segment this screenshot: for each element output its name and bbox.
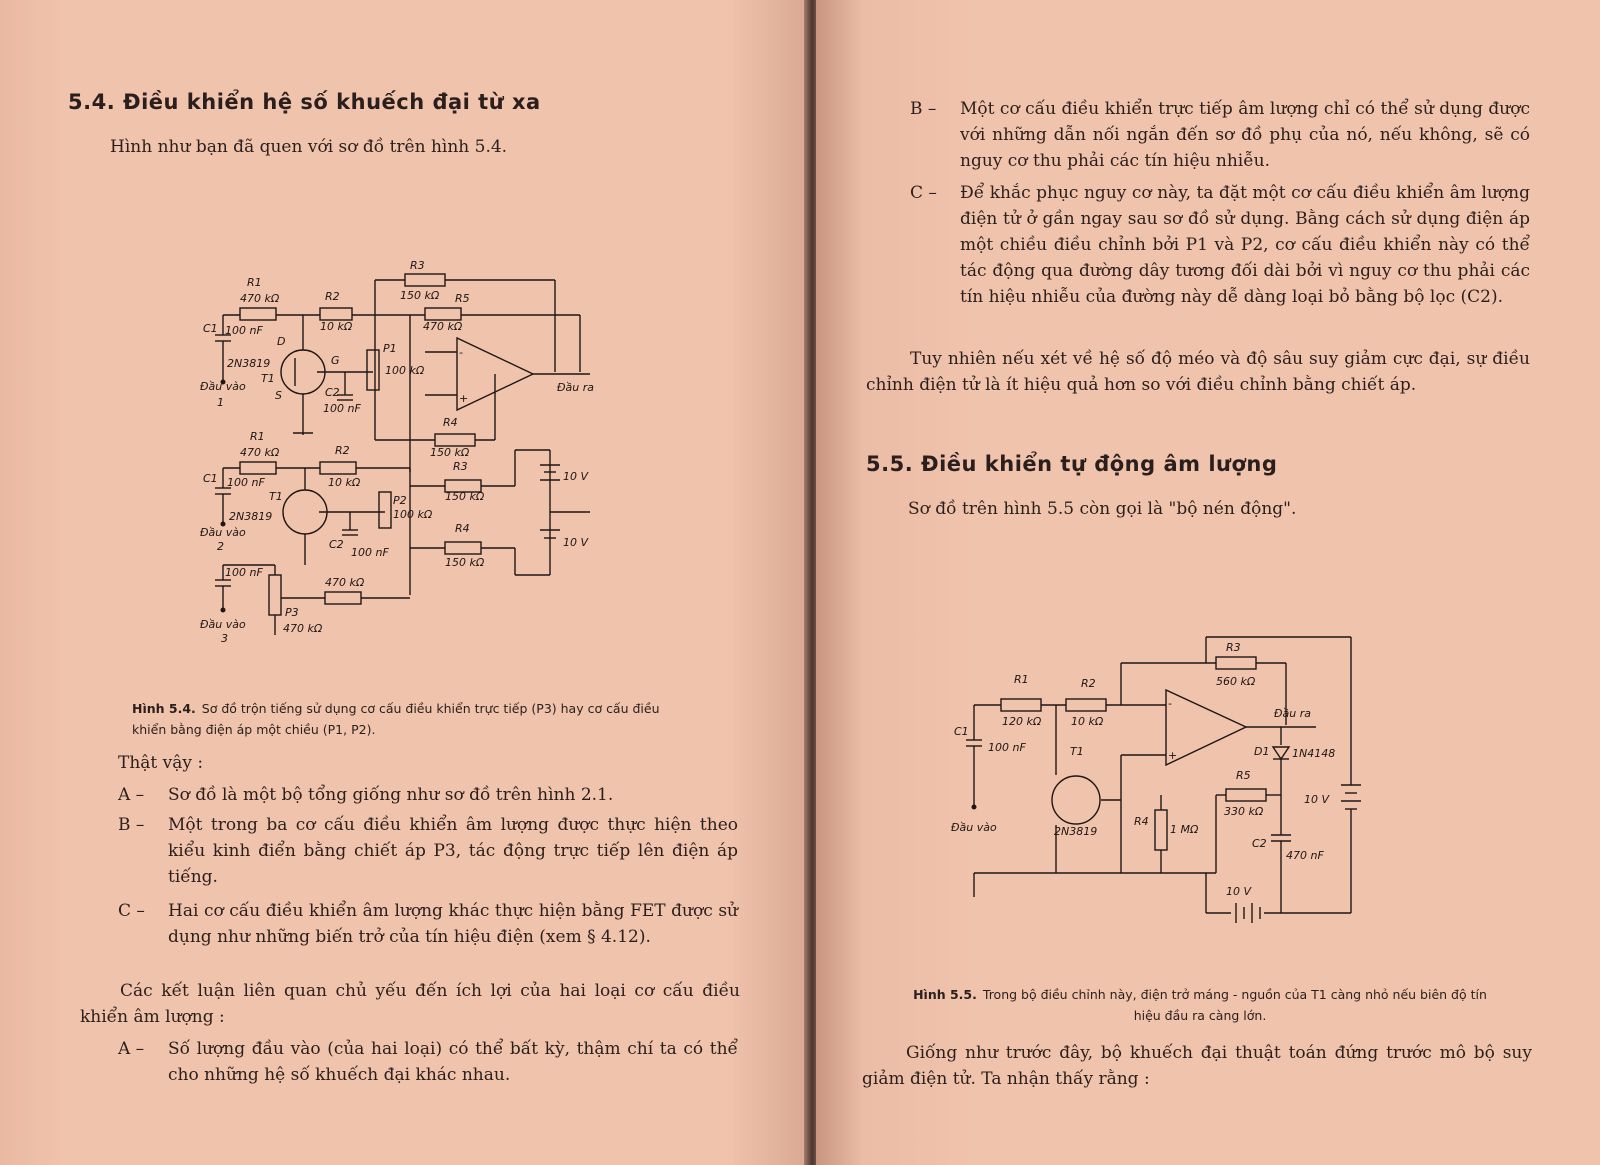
- circuit-label: R5: [1236, 769, 1251, 782]
- circuit-label: R3: [453, 460, 468, 473]
- circuit-label: 100 nF: [323, 402, 361, 415]
- circuit-label: P3: [285, 606, 299, 619]
- right-paragraph-1: Tuy nhiên nếu xét về hệ số độ méo và độ sâu suy giảm cực đại, sự điều chỉnh điện tử là ít hiệu quả hơn so với điều chỉnh bằng chiết áp.: [866, 349, 1530, 395]
- circuit-label: 10 V: [1226, 885, 1252, 898]
- circuit-label: C2: [329, 538, 344, 551]
- circuit-label: C2: [325, 386, 340, 399]
- circuit-label: R3: [410, 259, 425, 272]
- circuit-label: P1: [383, 342, 397, 355]
- circuit-label: R2: [1081, 677, 1096, 690]
- that-vay-label: Thật vậy :: [118, 753, 204, 773]
- circuit-label: 330 kΩ: [1224, 805, 1264, 818]
- circuit-label: 560 kΩ: [1216, 675, 1256, 688]
- circuit-label: 100 nF: [988, 741, 1026, 754]
- circuit-label: 120 kΩ: [1002, 715, 1042, 728]
- circuit-label: D1: [1254, 745, 1270, 758]
- list-item-c-right: C – Để khắc phục nguy cơ này, ta đặt một cơ cấu điều khiển âm lượng điện tử ở gần ngay sau sơ đồ sử dụng. Bằng cách sử dụng điện áp một chiều điều chỉnh bởi P1 và P2, cơ cấu điều khiển này có thể tác động qua đường dây tương đối dài bởi vì nguy cơ thu phải các tín hiệu nhiễu của đường này dễ dàng loại bỏ bằng bộ lọc (C2).: [910, 183, 1530, 307]
- circuit-label: G: [331, 354, 340, 367]
- circuit-label: 3: [221, 632, 228, 645]
- circuit-label: 100 nF: [225, 324, 263, 337]
- circuit-label: C1: [203, 322, 218, 335]
- circuit-label: Đầu vào: [200, 618, 246, 631]
- circuit-label: 10 V: [1304, 793, 1330, 806]
- circuit-label: R4: [443, 416, 458, 429]
- circuit-label: R1: [1014, 673, 1029, 686]
- figure-5-4-circuit: [195, 250, 625, 650]
- intro-paragraph: Hình như bạn đã quen với sơ đồ trên hình 5.4.: [110, 137, 508, 157]
- circuit-label: S: [275, 389, 282, 402]
- right-intro-paragraph: Sơ đồ trên hình 5.5 còn gọi là "bộ nén động".: [908, 499, 1297, 519]
- list-item-b-right: B – Một cơ cấu điều khiển trực tiếp âm lượng chỉ có thể sử dụng được với những dẫn nối ngắn đến sơ đồ phụ của nó, nếu không, sẽ có nguy cơ thu phải các tín hiệu nhiễu.: [910, 99, 1530, 171]
- circuit-label: T1: [261, 372, 275, 385]
- circuit-label: 150 kΩ: [445, 490, 485, 503]
- circuit-label: Đầu vào: [200, 380, 246, 393]
- figure-5-4-caption: Hình 5.4. Sơ đồ trộn tiếng sử dụng cơ cấu điều khiển trực tiếp (P3) hay cơ cấu điều khiển bằng điện áp một chiều (P1, P2).: [132, 701, 660, 737]
- section-heading-5-5: 5.5. Điều khiển tự động âm lượng: [866, 452, 1278, 476]
- list-item-c: C – Hai cơ cấu điều khiển âm lượng khác thực hiện bằng FET được sử dụng như những biến trở của tín hiệu điện (xem § 4.12).: [118, 901, 738, 947]
- circuit-label: -: [459, 346, 463, 359]
- section-heading-5-4: 5.4. Điều khiển hệ số khuếch đại từ xa: [68, 90, 541, 114]
- list-item-a: A – Sơ đồ là một bộ tổng giống như sơ đồ trên hình 2.1.: [118, 785, 614, 805]
- circuit-label: 150 kΩ: [430, 446, 470, 459]
- circuit-label: 10 V: [563, 536, 589, 549]
- circuit-label: 470 kΩ: [240, 446, 280, 459]
- right-paragraph-2: Giống như trước đây, bộ khuếch đại thuật toán đứng trước mô bộ suy giảm điện tử. Ta nhận thấy rằng :: [862, 1043, 1532, 1089]
- fet-t1-symbol: [1052, 776, 1100, 824]
- circuit-label: 1 MΩ: [1170, 823, 1199, 836]
- circuit-label: 10 kΩ: [320, 320, 353, 333]
- circuit-label: +: [459, 392, 469, 405]
- circuit-label: C1: [203, 472, 218, 485]
- circuit-label: 2: [217, 540, 224, 553]
- circuit-label: 470 kΩ: [423, 320, 463, 333]
- circuit-label: 150 kΩ: [400, 289, 440, 302]
- circuit-label: 100 kΩ: [385, 364, 425, 377]
- circuit-label: 470 kΩ: [283, 622, 323, 635]
- circuit-label: +: [1168, 749, 1178, 762]
- circuit-label: 2N3819: [1054, 825, 1098, 838]
- opamp-symbol-5-5: [1166, 690, 1246, 765]
- circuit-label: -: [1168, 697, 1172, 710]
- conclusion-paragraph: Các kết luận liên quan chủ yếu đến ích lợi của hai loại cơ cấu điều khiển âm lượng :: [80, 981, 740, 1027]
- circuit-label: R3: [1226, 641, 1241, 654]
- circuit-label: C2: [1252, 837, 1267, 850]
- figure-5-5-circuit: [946, 635, 1376, 925]
- circuit-label: 470 nF: [1286, 849, 1324, 862]
- circuit-label: R4: [455, 522, 470, 535]
- circuit-label: Đầu ra: [1274, 707, 1311, 720]
- circuit-label: R1: [247, 276, 262, 289]
- list-item-a2: A – Số lượng đầu vào (của hai loại) có thể bất kỳ, thậm chí ta có thể cho những hệ số khuếch đại khác nhau.: [118, 1039, 738, 1085]
- list-item-b: B – Một trong ba cơ cấu điều khiển âm lượng được thực hiện theo kiểu kinh điển bằng chiết áp P3, tác động trực tiếp lên điện áp tiếng.: [118, 815, 738, 887]
- circuit-label: R1: [250, 430, 265, 443]
- circuit-label: 470 kΩ: [325, 576, 365, 589]
- circuit-label: 1: [217, 396, 224, 409]
- circuit-label: T1: [1070, 745, 1084, 758]
- circuit-label: R5: [455, 292, 470, 305]
- circuit-label: R2: [335, 444, 350, 457]
- circuit-label: 10 V: [563, 470, 589, 483]
- circuit-label: D: [277, 335, 286, 348]
- circuit-label: 1N4148: [1292, 747, 1336, 760]
- right-page: [816, 0, 1600, 1165]
- circuit-label: R4: [1134, 815, 1149, 828]
- circuit-label: 100 nF: [225, 566, 263, 579]
- circuit-label: 2N3819: [227, 357, 271, 370]
- circuit-label: R2: [325, 290, 340, 303]
- circuit-label: Đầu ra: [557, 381, 594, 394]
- circuit-label: 150 kΩ: [445, 556, 485, 569]
- circuit-label: 100 kΩ: [393, 508, 433, 521]
- circuit-label: Đầu vào: [951, 821, 997, 834]
- circuit-label: P2: [393, 494, 407, 507]
- figure-5-5-caption: Hình 5.5. Trong bộ điều chỉnh này, điện trở máng - nguồn của T1 càng nhỏ nếu biên độ tín hiệu đầu ra càng lớn.: [913, 987, 1487, 1023]
- circuit-label: 2N3819: [229, 510, 273, 523]
- circuit-label: 470 kΩ: [240, 292, 280, 305]
- circuit-label: Đầu vào: [200, 526, 246, 539]
- circuit-label: 100 nF: [351, 546, 389, 559]
- circuit-label: C1: [954, 725, 969, 738]
- circuit-label: T1: [269, 490, 283, 503]
- circuit-label: 10 kΩ: [328, 476, 361, 489]
- circuit-label: 10 kΩ: [1071, 715, 1104, 728]
- circuit-label: 100 nF: [227, 476, 265, 489]
